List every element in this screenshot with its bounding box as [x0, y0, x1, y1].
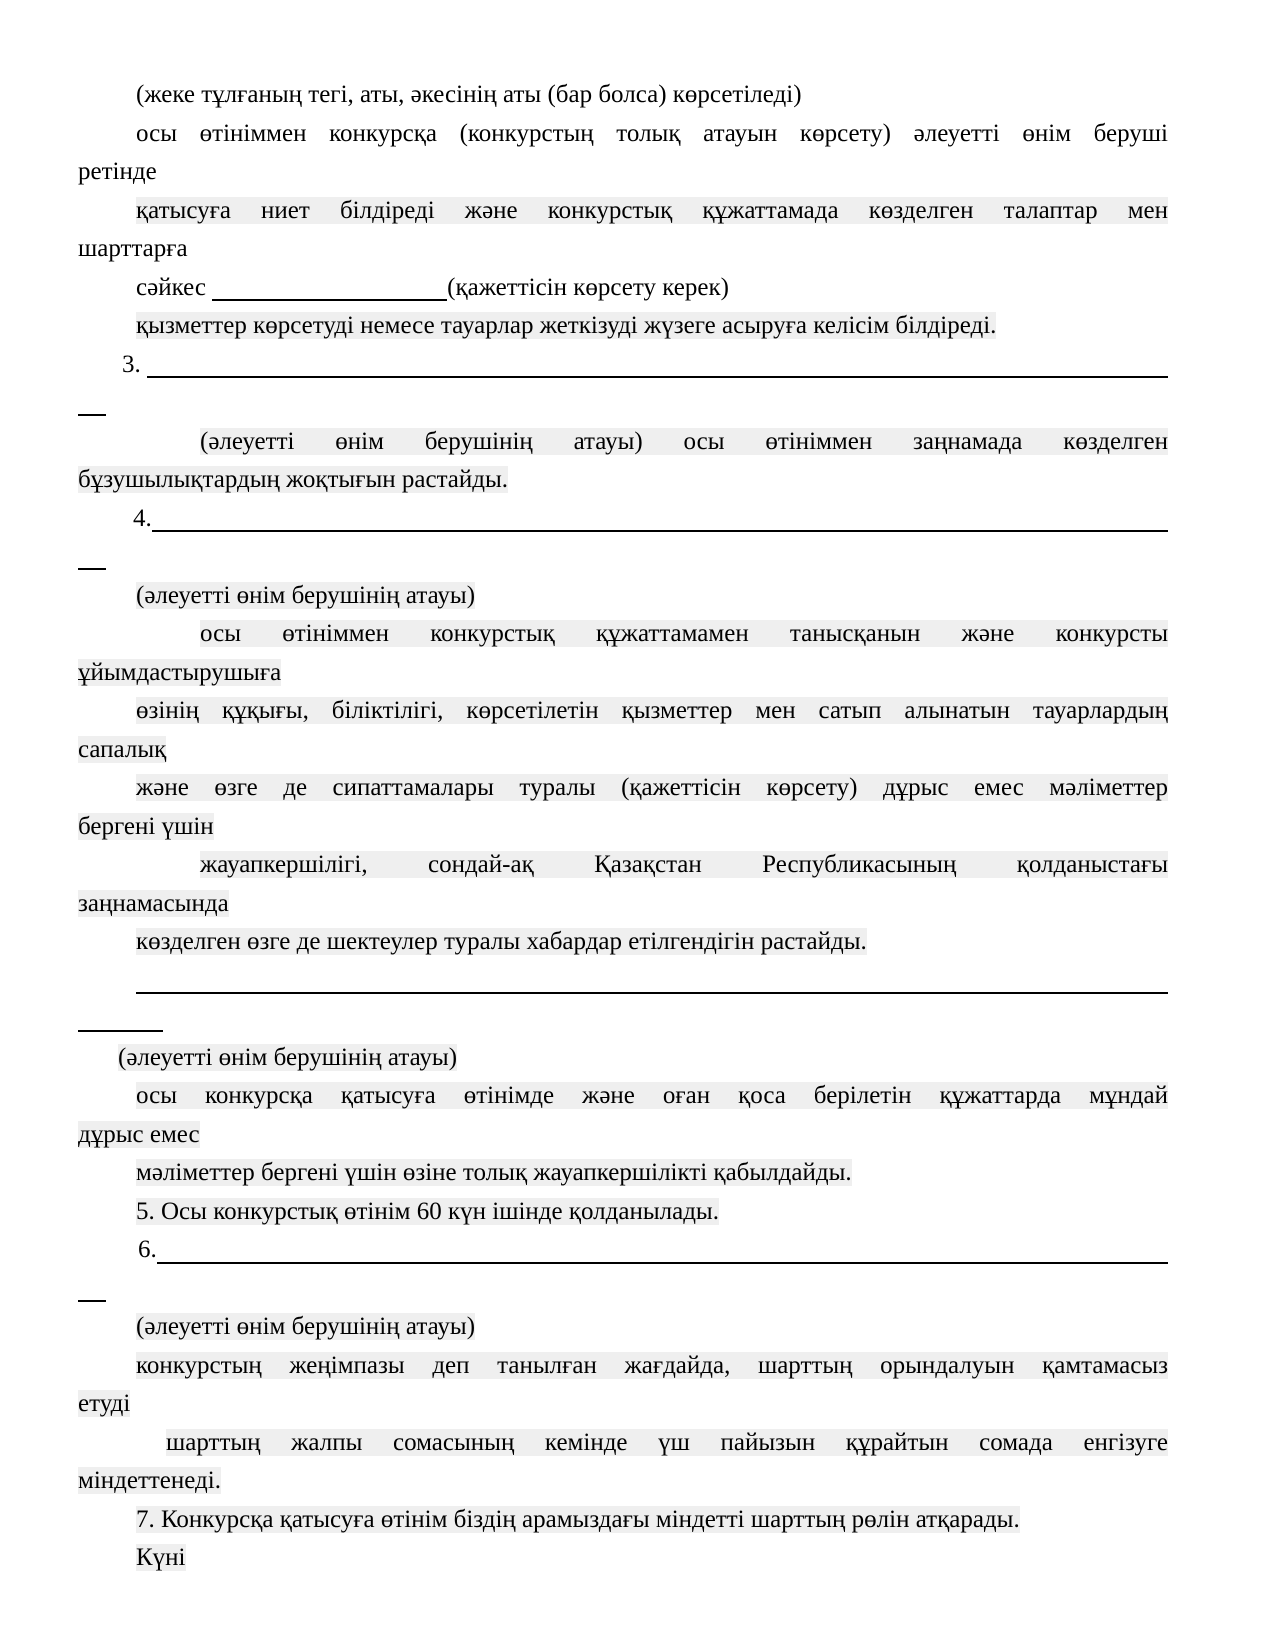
- doc-line: [78, 923, 1168, 962]
- line-text: 3.: [122, 350, 147, 378]
- doc-line: [78, 423, 1168, 462]
- line-text: шарттың жалпы сомасының кемінде үш пайызын құрайтын сомада енгізуге: [166, 1428, 1168, 1456]
- doc-line: [78, 1462, 1168, 1501]
- line-text: сапалық: [78, 735, 167, 763]
- blank-fill-line: [78, 962, 1168, 1001]
- doc-line: [78, 1539, 1168, 1578]
- doc-line: [78, 654, 1168, 693]
- fill-in-blank: [212, 299, 447, 301]
- blank-fill-line: [78, 538, 1168, 577]
- fill-in-blank: [78, 1030, 163, 1032]
- doc-line: [78, 769, 1168, 808]
- line-text: 4.: [133, 504, 152, 532]
- fill-in-blank: [78, 568, 106, 570]
- line-text: етуді: [78, 1390, 131, 1417]
- doc-line: [78, 1193, 1168, 1232]
- fill-in-blank: [78, 414, 106, 416]
- doc-line: [78, 500, 1168, 539]
- line-text: 5. Осы конкурстық өтінім 60 күн ішінде қолданылады.: [136, 1197, 719, 1225]
- line-text: осы өтініммен конкурстық құжаттамамен танысқанын және конкурсты: [200, 620, 1168, 647]
- line-text: ретінде: [78, 158, 157, 185]
- line-text: конкурстың жеңімпазы деп танылған жағдайда, шарттың орындалуын қамтамасыз: [136, 1351, 1168, 1379]
- line-text: осы конкурсқа қатысуға өтінімде және оған қоса берілетін құжаттарда мұндай: [136, 1082, 1168, 1109]
- doc-line: [78, 1501, 1168, 1540]
- fill-in-blank: [78, 1300, 106, 1302]
- doc-line: [78, 615, 1168, 654]
- fill-in-blank: [147, 346, 1168, 379]
- line-text: 7. Конкурсқа қатысуға өтінім біздің арамыздағы міндетті шарттың рөлін атқарады.: [136, 1505, 1020, 1533]
- doc-line: [78, 1347, 1168, 1386]
- doc-line: [78, 577, 1168, 616]
- line-text: заңнамасында: [78, 889, 229, 917]
- line-text: (қажеттісін көрсету керек): [447, 273, 729, 301]
- doc-line: [78, 307, 1168, 346]
- line-text: мәліметтер бергені үшін өзіне толық жауапкершілікті қабылдайды.: [136, 1159, 852, 1186]
- line-text: міндеттенеді.: [78, 1467, 221, 1494]
- line-text: дұрыс емес: [78, 1120, 200, 1148]
- line-text: бергені үшін: [78, 812, 214, 840]
- doc-line: [78, 192, 1168, 231]
- doc-line: [78, 1039, 1168, 1078]
- line-text: Күні: [136, 1544, 186, 1571]
- doc-line: [78, 846, 1168, 885]
- doc-line: [78, 76, 1168, 115]
- fill-in-blank: [157, 1231, 1168, 1264]
- line-text: шарттарға: [78, 235, 188, 262]
- doc-line: [78, 153, 1168, 192]
- doc-line: [78, 346, 1168, 385]
- doc-line: [78, 115, 1168, 154]
- doc-line: [78, 230, 1168, 269]
- doc-line: [78, 885, 1168, 924]
- blank-fill-line: [78, 1270, 1168, 1309]
- doc-line: [78, 461, 1168, 500]
- line-text: көзделген өзге де шектеулер туралы хабардар етілгендігін растайды.: [136, 928, 867, 955]
- line-text: ұйымдастырушыға: [78, 658, 282, 686]
- doc-line: [78, 1385, 1168, 1424]
- doc-line: [78, 1154, 1168, 1193]
- doc-line: [78, 692, 1168, 731]
- line-text: бұзушылықтардың жоқтығын растайды.: [78, 466, 509, 493]
- fill-in-blank: [136, 962, 1168, 995]
- line-text: (жеке тұлғаның тегі, аты, әкесінің аты (бар болса) көрсетіледі): [136, 81, 802, 108]
- line-text: қатысуға ниет білдіреді және конкурстық құжаттамада көзделген талаптар мен: [136, 196, 1168, 224]
- blank-fill-line: [78, 1000, 1168, 1039]
- doc-line: [78, 1231, 1168, 1270]
- line-text: жауапкершілігі, сондай-ақ Қазақстан Республикасының қолданыстағы: [200, 851, 1168, 878]
- line-text: сәйкес: [136, 273, 213, 301]
- doc-line: [78, 1077, 1168, 1116]
- blank-fill-line: [78, 384, 1168, 423]
- line-text: осы өтініммен конкурсқа (конкурстың толық атауын көрсету) әлеуетті өнім беруші: [136, 119, 1168, 147]
- line-text: (әлеуетті өнім берушінің атауы): [136, 1313, 476, 1340]
- doc-line: [78, 808, 1168, 847]
- fill-in-blank: [152, 500, 1168, 533]
- line-text: (әлеуетті өнім берушінің атауы): [136, 581, 476, 609]
- doc-line: [78, 1308, 1168, 1347]
- line-text: 6.: [138, 1236, 157, 1263]
- doc-line: [78, 1116, 1168, 1155]
- line-text: (әлеуетті өнім берушінің атауы) осы өтініммен заңнамада көзделген: [200, 427, 1168, 455]
- line-text: қызметтер көрсетуді немесе тауарлар жеткізуді жүзеге асыруға келісім білдіреді.: [136, 312, 997, 339]
- line-text: және өзге де сипаттамалары туралы (қажеттісін көрсету) дұрыс емес мәліметтер: [136, 774, 1168, 801]
- doc-line: [78, 269, 1168, 308]
- doc-line: [78, 1424, 1168, 1463]
- line-text: өзінің құқығы, біліктілігі, көрсетілетін қызметтер мен сатып алынатын тауарлардың: [136, 697, 1168, 724]
- doc-line: [78, 731, 1168, 770]
- line-text: (әлеуетті өнім берушінің атауы): [118, 1043, 458, 1071]
